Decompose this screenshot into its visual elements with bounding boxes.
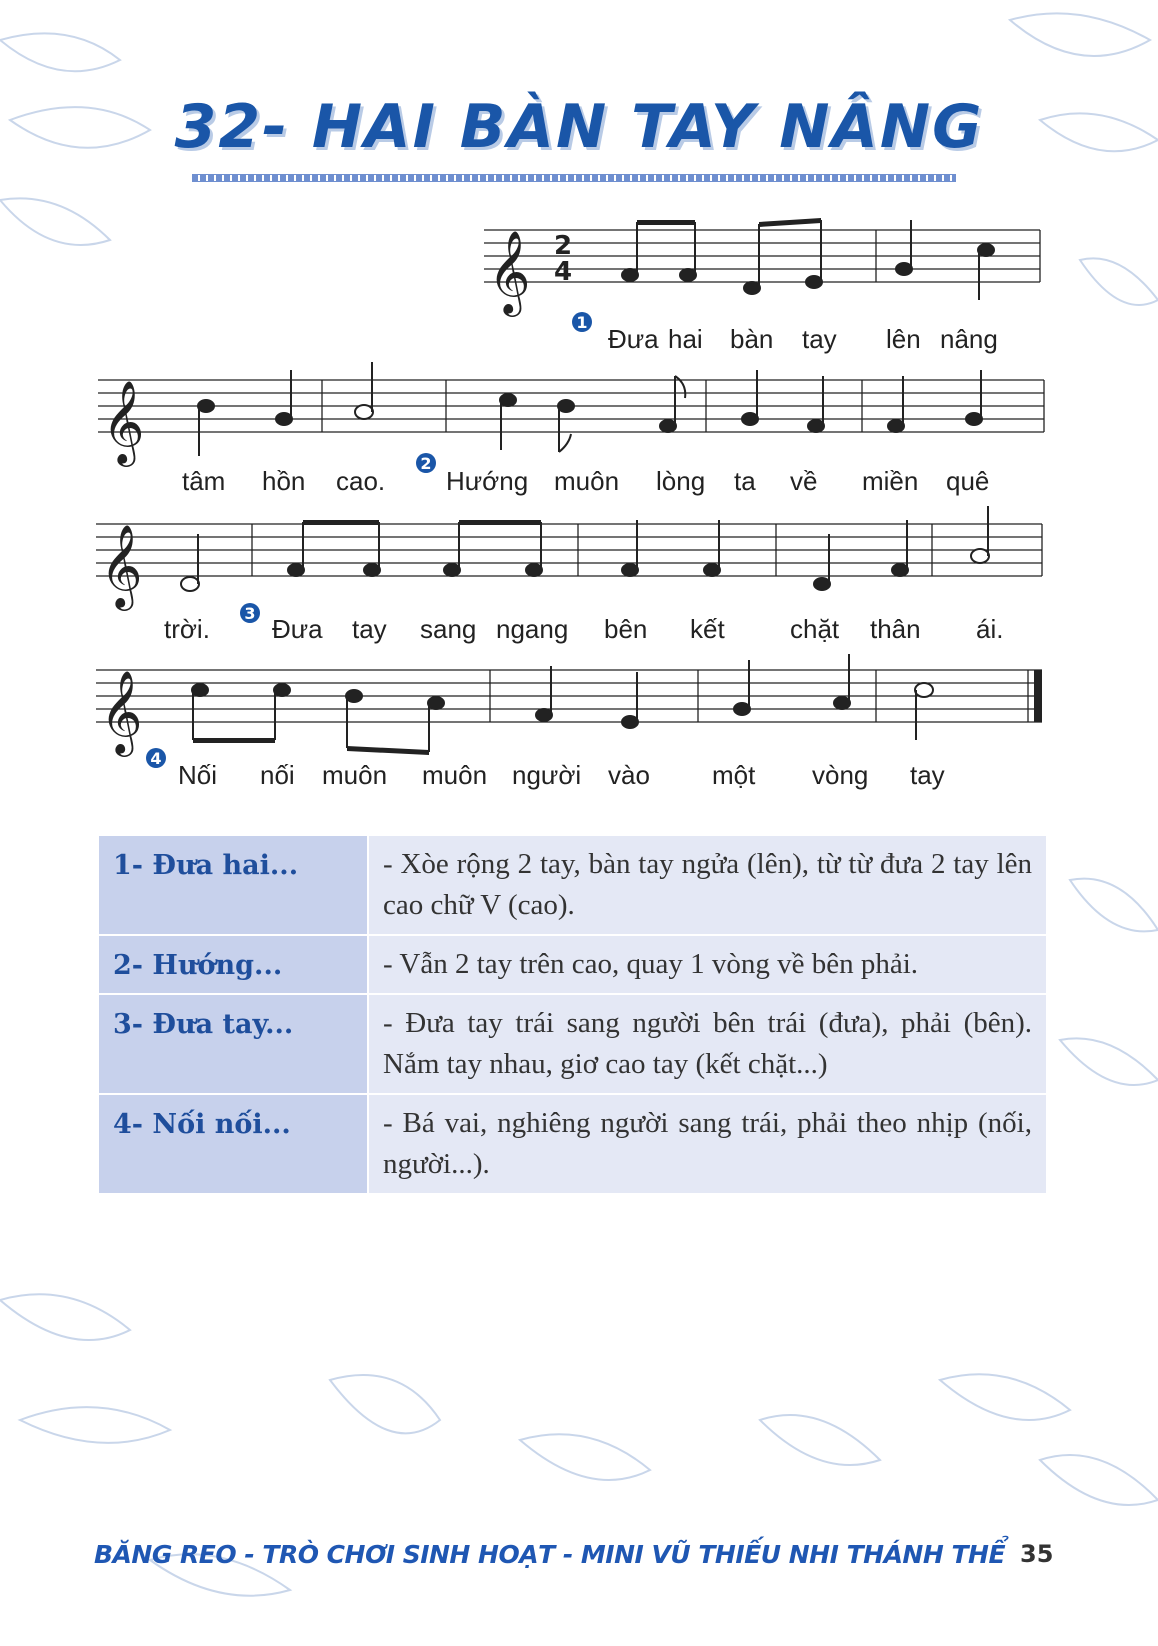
verse-marker-2	[416, 453, 436, 473]
lyric-word: quê	[946, 466, 990, 496]
lyric-word: muôn	[554, 466, 620, 496]
lyric-word: cao.	[336, 466, 386, 496]
lyric-word: vào	[608, 760, 650, 790]
lyric-word: kết	[690, 614, 725, 644]
lyric-word: ái.	[976, 614, 1004, 644]
lyric-word: tay	[352, 614, 387, 644]
lyric-word: nâng	[940, 324, 998, 354]
lyric-word: Nối	[178, 760, 218, 790]
lyric-word: muôn	[322, 760, 388, 790]
lyric-word: người	[512, 760, 582, 790]
step-label: 2- Hướng...	[98, 935, 368, 994]
verse-marker-3	[240, 603, 260, 623]
treble-clef-icon: 𝄞	[100, 523, 143, 607]
time-signature-top: 2	[554, 231, 573, 261]
lyric-word: lòng	[656, 466, 706, 496]
step-label: 1- Đưa hai...	[98, 835, 368, 935]
lyric-word: vòng	[812, 760, 869, 790]
step-label: 4- Nối nối...	[98, 1094, 368, 1194]
table-row	[98, 835, 1047, 935]
page-title: 32- HAI BÀN TAY NÂNG	[174, 92, 984, 162]
time-signature-bottom: 4	[554, 257, 573, 287]
lyric-word: lên	[886, 324, 921, 354]
book-footer-title: BĂNG REO - TRÒ CHƠI SINH HOẠT - MINI VŨ THIẾU NHI THÁNH THỂ	[94, 1540, 1006, 1569]
verse-marker-1	[572, 312, 592, 332]
lyric-word: ngang	[496, 614, 569, 644]
step-label: 3- Đưa tay...	[98, 994, 368, 1094]
table-row	[98, 935, 1047, 994]
step-description: - Vẫn 2 tay trên cao, quay 1 vòng về bên phải.	[368, 935, 1047, 994]
lyric-word: trời.	[164, 614, 210, 644]
step-description: - Bá vai, nghiêng người sang trái, phải theo nhịp (nối, người...).	[368, 1094, 1047, 1194]
lyric-word: sang	[420, 614, 477, 644]
dance-moves-table	[97, 834, 1048, 1195]
lyric-word: Đưa	[608, 324, 659, 354]
svg-text:3: 3	[244, 604, 256, 623]
lyric-word: Hướng	[446, 466, 529, 496]
lyric-word: chặt	[790, 614, 840, 644]
svg-text:1: 1	[576, 313, 588, 332]
lyric-word: miền	[862, 466, 919, 496]
lyric-word: một	[712, 760, 756, 790]
svg-text:2: 2	[420, 454, 432, 473]
lyric-word: tay	[910, 760, 945, 790]
lyric-word: hồn	[262, 466, 306, 496]
lyric-word: thân	[870, 614, 921, 644]
lyric-word: muôn	[422, 760, 488, 790]
lyric-word: tay	[802, 324, 837, 354]
lyric-word: nối	[260, 760, 295, 790]
table-row	[98, 994, 1047, 1094]
lyric-word: bên	[604, 614, 648, 644]
treble-clef-icon: 𝄞	[488, 229, 531, 313]
verse-marker-4	[146, 748, 166, 768]
staff-4	[96, 670, 1042, 722]
lyric-word: về	[790, 466, 818, 496]
step-description: - Đưa tay trái sang người bên trái (đưa), phải (bên). Nắm tay nhau, giơ cao tay (kết chặt...)	[368, 994, 1047, 1094]
lyric-word: tâm	[182, 466, 226, 496]
treble-clef-icon: 𝄞	[100, 669, 143, 753]
page-number: 35	[1020, 1540, 1054, 1568]
sheet-music-score	[0, 0, 1158, 800]
svg-text:4: 4	[150, 749, 162, 768]
lyric-word: hai	[668, 324, 703, 354]
treble-clef-icon: 𝄞	[102, 379, 145, 463]
table-row	[98, 1094, 1047, 1194]
lyric-word: ta	[734, 466, 756, 496]
step-description: - Xòe rộng 2 tay, bàn tay ngửa (lên), từ từ đưa 2 tay lên cao chữ V (cao).	[368, 835, 1047, 935]
lyric-word: bàn	[730, 324, 774, 354]
lyric-word: Đưa	[272, 614, 323, 644]
